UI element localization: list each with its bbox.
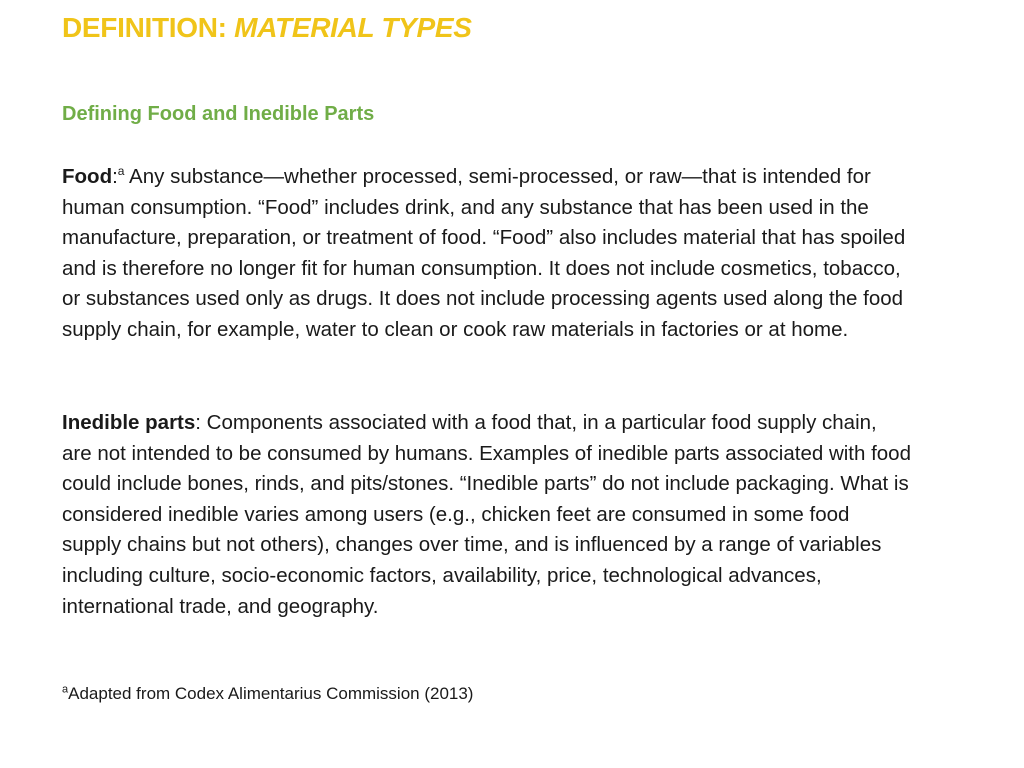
slide-subtitle: Defining Food and Inedible Parts xyxy=(62,103,375,125)
title-emphasis: MATERIAL TYPES xyxy=(234,12,472,43)
food-colon: : xyxy=(112,165,118,188)
food-term: Food xyxy=(62,165,113,188)
inedible-parts-term: Inedible parts xyxy=(62,411,196,434)
food-footnote-marker: a xyxy=(117,164,125,179)
inedible-parts-definition-text: : Components associated with a food that, in a particular food supply chain, are not intended to be consumed by humans. Examples of inedible parts associated with food could include bones, rinds, and pits/stones. “Inedible parts” do not include packaging. What is considered inedible varies among users (e.g., chicken feet are consumed in some food supply chains but not others), changes over time, and is influenced by a range of variables including culture, socio-economic factors, availability, price, technological advances, international trade, and geography. xyxy=(62,411,911,618)
title-prefix: DEFINITION: xyxy=(62,12,235,43)
slide-title xyxy=(62,12,472,44)
food-definition xyxy=(62,162,912,346)
footnote xyxy=(62,684,473,704)
footnote-text: Adapted from Codex Alimentarius Commission (2013) xyxy=(68,684,474,703)
food-definition-text: Any substance—whether processed, semi-processed, or raw—that is intended for human consumption. “Food” includes drink, and any substance that has been used in the manufacture, preparation, or treatment of food. “Food” also includes material that has spoiled and is therefore no longer fit for human consumption. It does not include cosmetics, tobacco, or substances used only as drugs. It does not include processing agents used along the food supply chain, for example, water to clean or cook raw materials in factories or at home. xyxy=(62,165,906,341)
inedible-parts-definition xyxy=(62,408,912,622)
footnote-marker: a xyxy=(62,683,69,696)
